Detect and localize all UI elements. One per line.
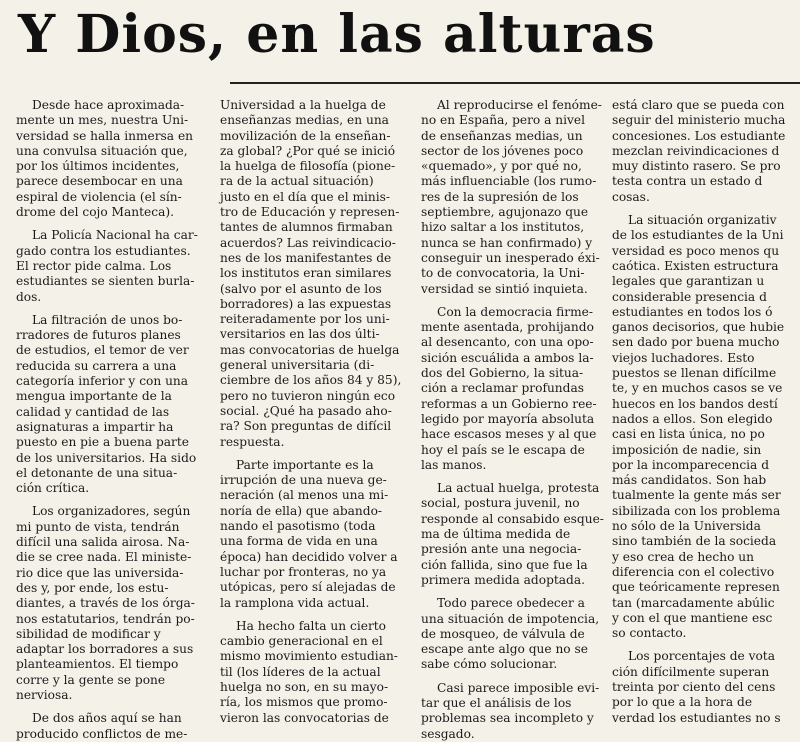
text-line: seguir del ministerio mucha	[612, 113, 786, 128]
text-line: Desde hace aproximada-	[32, 98, 185, 112]
text-line: De dos años aquí se han	[32, 711, 182, 726]
text-line: viejos luchadores. Esto	[612, 350, 755, 365]
text-line: Los porcentajes de vota	[628, 649, 775, 664]
article-column-3	[421, 98, 604, 741]
text-line: imposición de nadie, sin	[612, 442, 762, 457]
article-paragraph	[16, 313, 213, 497]
text-line: dos del Gobierno, la situa-	[421, 366, 584, 381]
text-line: cosas.	[612, 189, 650, 204]
text-line: reiteradamente por los uni-	[220, 312, 390, 327]
text-line: y eso crea de hecho un	[612, 549, 754, 564]
text-line: planteamientos. El tiempo	[16, 657, 179, 672]
text-line: tan (marcadamente abúlic	[612, 595, 775, 610]
text-line: ganos decisorios, que hubie	[612, 320, 785, 335]
text-line: primera medida adoptada.	[421, 572, 585, 587]
text-line: sino también de la socieda	[612, 534, 777, 549]
text-line: te, y en muchos casos se ve	[612, 381, 783, 396]
text-line: hizo saltar a los institutos,	[421, 220, 585, 235]
article-paragraph	[220, 458, 414, 611]
text-line: reducida su carrera a una	[16, 358, 177, 373]
text-line: rio dice que las universida-	[16, 565, 184, 580]
text-line: enseñanzas medias, en una	[220, 113, 389, 128]
text-line: La Policía Nacional ha car-	[32, 228, 198, 243]
text-line: nados a ellos. Son elegido	[612, 411, 773, 426]
text-line: treinta por ciento del cens	[612, 679, 776, 694]
text-line: pero no tuvieron ningún eco	[220, 388, 396, 403]
text-line: caótica. Existen estructura	[612, 258, 779, 273]
text-line: tantes de alumnos firmaban	[220, 220, 393, 235]
text-line: de los universitarios. Ha sido	[16, 450, 197, 465]
text-line: tualmente la gente más ser	[612, 488, 781, 503]
text-line: movilización de la enseñan-	[220, 128, 391, 143]
text-line: reformas a un Gobierno ree-	[421, 396, 597, 411]
text-line: que teóricamente represen	[612, 580, 780, 595]
text-line: versidad se sintió inquieta.	[421, 281, 588, 296]
text-line: no en España, pero a nivel	[421, 113, 586, 128]
text-line: sabe cómo solucionar.	[421, 657, 558, 672]
text-line: una convulsa situación que,	[16, 143, 188, 158]
text-line: irrupción de una nueva ge-	[220, 473, 387, 488]
text-line: estudiantes en todos los ó	[612, 304, 773, 319]
article-paragraph	[612, 649, 800, 725]
text-line: de mosqueo, de válvula de	[421, 626, 585, 641]
text-line: versitarios en las dos últi-	[220, 327, 380, 342]
text-line: rradores de futuros planes	[16, 328, 181, 343]
text-line: casi en lista única, no po	[612, 427, 765, 442]
text-line: ra? Son preguntas de difícil	[220, 419, 392, 434]
text-line: noría de ella) que abando-	[220, 503, 383, 518]
text-line: til (los líderes de la actual	[220, 664, 381, 679]
text-line: general universitaria (di-	[220, 358, 375, 373]
text-line: difícil una salida airosa. Na-	[16, 535, 190, 550]
text-line: «quemado», y por qué no,	[421, 159, 582, 174]
text-line: diferencia con el colectivo	[612, 564, 775, 579]
text-line: por los últimos incidentes,	[16, 159, 180, 174]
text-line: espiral de violencia (el sín-	[16, 189, 182, 204]
text-line: la huelga de filosofía (pione-	[220, 159, 396, 174]
text-line: mente asentada, prohijando	[421, 320, 594, 335]
text-line: ciembre de los años 84 y 85),	[220, 373, 402, 388]
text-line: La situación organizativ	[628, 213, 777, 228]
text-line: so contacto.	[612, 626, 687, 641]
text-line: to de convocatoria, la Uni-	[421, 266, 585, 281]
article-paragraph	[421, 481, 604, 588]
text-line: hace escasos meses y al que	[421, 427, 597, 442]
text-line: corre y la gente se pone	[16, 672, 166, 687]
text-line: adaptar los borradores a sus	[16, 642, 194, 657]
text-line: una forma de vida en una	[220, 534, 378, 549]
text-line: más candidatos. Son hab	[612, 473, 767, 488]
text-line: La actual huelga, protesta	[437, 481, 600, 496]
text-line: parece desembocar en una	[16, 174, 183, 189]
text-line: Universidad a la huelga de	[220, 98, 386, 112]
text-line: Al reproducirse el fenóme-	[437, 98, 602, 112]
text-line: respuesta.	[220, 434, 285, 449]
text-line: utópicas, pero sí alejadas de	[220, 580, 396, 595]
text-line: ra de la actual situación)	[220, 174, 374, 189]
text-line: responde al consabido esque-	[421, 511, 604, 526]
text-line: ción difícilmente superan	[612, 664, 770, 679]
text-line: mas convocatorias de huelga	[220, 342, 400, 357]
article-paragraph	[612, 213, 800, 641]
text-line: cambio generacional en el	[220, 634, 383, 649]
text-line: La filtración de unos bo-	[32, 312, 183, 327]
text-line: puestos se llenan difícilme	[612, 366, 777, 381]
text-line: tar que el análisis de los	[421, 695, 572, 710]
text-line: diantes, a través de los órga-	[16, 596, 195, 611]
text-line: neración (al menos una mi-	[220, 488, 389, 503]
text-line: los institutos eran similares	[220, 266, 392, 281]
text-line: sibilidad de modificar y	[16, 626, 161, 641]
text-line: social. ¿Qué ha pasado aho-	[220, 403, 392, 418]
text-line: luchar por fronteras, no ya	[220, 564, 387, 579]
text-line: conseguir un inesperado éxi-	[421, 250, 600, 265]
text-line: des y, por ende, los estu-	[16, 580, 169, 595]
text-line: sesgado.	[421, 726, 475, 741]
text-line: sibilizada con los problema	[612, 503, 781, 518]
text-line: El rector pide calma. Los	[16, 258, 172, 273]
text-line: de los estudiantes de la Uni	[612, 228, 784, 243]
text-line: de estudios, el temor de ver	[16, 343, 189, 358]
text-line: versidad se halla inmersa en	[16, 128, 194, 143]
text-line: puesto en pie a buena parte	[16, 435, 189, 450]
text-line: por lo que a la hora de	[612, 695, 753, 710]
article-paragraph	[16, 228, 213, 304]
text-line: ción fallida, sino que fue la	[421, 557, 588, 572]
text-line: presión ante una negocia-	[421, 542, 582, 557]
article-paragraph	[421, 681, 604, 742]
text-line: una situación de impotencia,	[421, 611, 600, 626]
text-line: producido conflictos de me-	[16, 726, 188, 741]
text-line: dos.	[16, 289, 42, 304]
article-paragraph	[16, 504, 213, 703]
text-line: Todo parece obedecer a	[437, 596, 585, 611]
text-line: drome del cojo Manteca).	[16, 205, 174, 220]
article-paragraph	[421, 98, 604, 297]
article-paragraph	[16, 711, 213, 742]
text-line: Los organizadores, según	[32, 504, 191, 519]
text-line: nando el pasotismo (toda	[220, 519, 376, 534]
text-line: ción crítica.	[16, 481, 90, 496]
text-line: el detonante de una situa-	[16, 465, 178, 480]
text-line: Parte importante es la	[236, 457, 374, 472]
article-paragraph	[16, 98, 213, 220]
text-line: mengua importante de la	[16, 389, 172, 404]
text-line: res de la supresión de los	[421, 189, 579, 204]
article-paragraph	[421, 305, 604, 473]
headline: Y Dios, en las alturas	[18, 4, 656, 65]
text-line: legales que garantizan u	[612, 274, 765, 289]
text-line: por la incomparecencia d	[612, 457, 770, 472]
text-line: social, postura juvenil, no	[421, 496, 580, 511]
text-line: justo en el día que el minis-	[220, 189, 391, 204]
text-line: está claro que se pueda con	[612, 98, 785, 112]
text-line: Con la democracia firme-	[437, 304, 593, 319]
article-paragraph	[220, 619, 414, 726]
text-line: mi punto de vista, tendrán	[16, 519, 180, 534]
text-line: testa contra un estado d	[612, 174, 763, 189]
article-column-2	[220, 98, 414, 725]
text-line: las manos.	[421, 457, 487, 472]
text-line: sector de los jóvenes poco	[421, 143, 584, 158]
text-line: y con el que mantiene esc	[612, 610, 773, 625]
text-line: nerviosa.	[16, 687, 73, 702]
text-line: tro de Educación y represen-	[220, 205, 400, 220]
text-line: categoría inferior y con una	[16, 374, 189, 389]
text-line: muy distinto rasero. Se pro	[612, 159, 781, 174]
headline-rule	[230, 82, 800, 84]
text-line: nunca se han confirmado) y	[421, 235, 593, 250]
text-line: vieron las convocatorias de	[220, 710, 389, 725]
text-line: época) han decidido volver a	[220, 549, 398, 564]
text-line: mezclan reivindicaciones d	[612, 143, 780, 158]
text-line: Ha hecho falta un cierto	[236, 618, 386, 633]
text-line: asignaturas a impartir ha	[16, 419, 174, 434]
text-line: al desencanto, con una opo-	[421, 335, 594, 350]
text-line: considerable presencia d	[612, 289, 767, 304]
text-line: huelga no son, en su mayo-	[220, 679, 389, 694]
text-line: borradores) a las expuestas	[220, 296, 392, 311]
text-line: sición escuálida a ambos la-	[421, 350, 594, 365]
text-line: die se cree nada. El ministe-	[16, 550, 192, 565]
text-line: sen dado por buena mucho	[612, 335, 780, 350]
text-line: mismo movimiento estudian-	[220, 649, 398, 664]
article-column-1	[16, 98, 213, 741]
text-line: huecos en los bandos destí	[612, 396, 778, 411]
text-line: ría, los mismos que promo-	[220, 695, 388, 710]
text-line: (salvo por el asunto de los	[220, 281, 382, 296]
article-column-4	[612, 98, 800, 725]
text-line: ma de última medida de	[421, 527, 571, 542]
text-line: verdad los estudiantes no s	[612, 710, 781, 725]
text-line: versidad es poco menos qu	[612, 243, 780, 258]
text-line: concesiones. Los estudiante	[612, 128, 786, 143]
text-line: za global? ¿Por qué se inició	[220, 143, 396, 158]
text-line: ción a reclamar profundas	[421, 381, 584, 396]
text-line: problemas sea incompleto y	[421, 711, 594, 726]
text-line: escape ante algo que no se	[421, 642, 588, 657]
text-line: gado contra los estudiantes.	[16, 243, 191, 258]
article-paragraph	[612, 98, 800, 205]
text-line: de enseñanzas medias, un	[421, 128, 583, 143]
text-line: nos estatutarios, tendrán po-	[16, 611, 195, 626]
text-line: legido por mayoría absoluta	[421, 411, 595, 426]
text-line: acuerdos? Las reivindicacio-	[220, 235, 396, 250]
text-line: no sólo de la Universida	[612, 519, 761, 534]
text-line: mente un mes, nuestra Uni-	[16, 113, 189, 128]
text-line: más influenciable (los rumo-	[421, 174, 597, 189]
text-line: la ramplona vida actual.	[220, 595, 370, 610]
article-paragraph	[421, 596, 604, 672]
text-line: septiembre, agujonazo que	[421, 205, 589, 220]
text-line: nes de los manifestantes de	[220, 250, 392, 265]
text-line: hoy el país se le escapa de	[421, 442, 585, 457]
text-line: Casi parece imposible evi-	[437, 680, 600, 695]
text-line: calidad y cantidad de las	[16, 404, 170, 419]
text-line: estudiantes se sienten burla-	[16, 274, 195, 289]
article-paragraph	[220, 98, 414, 450]
